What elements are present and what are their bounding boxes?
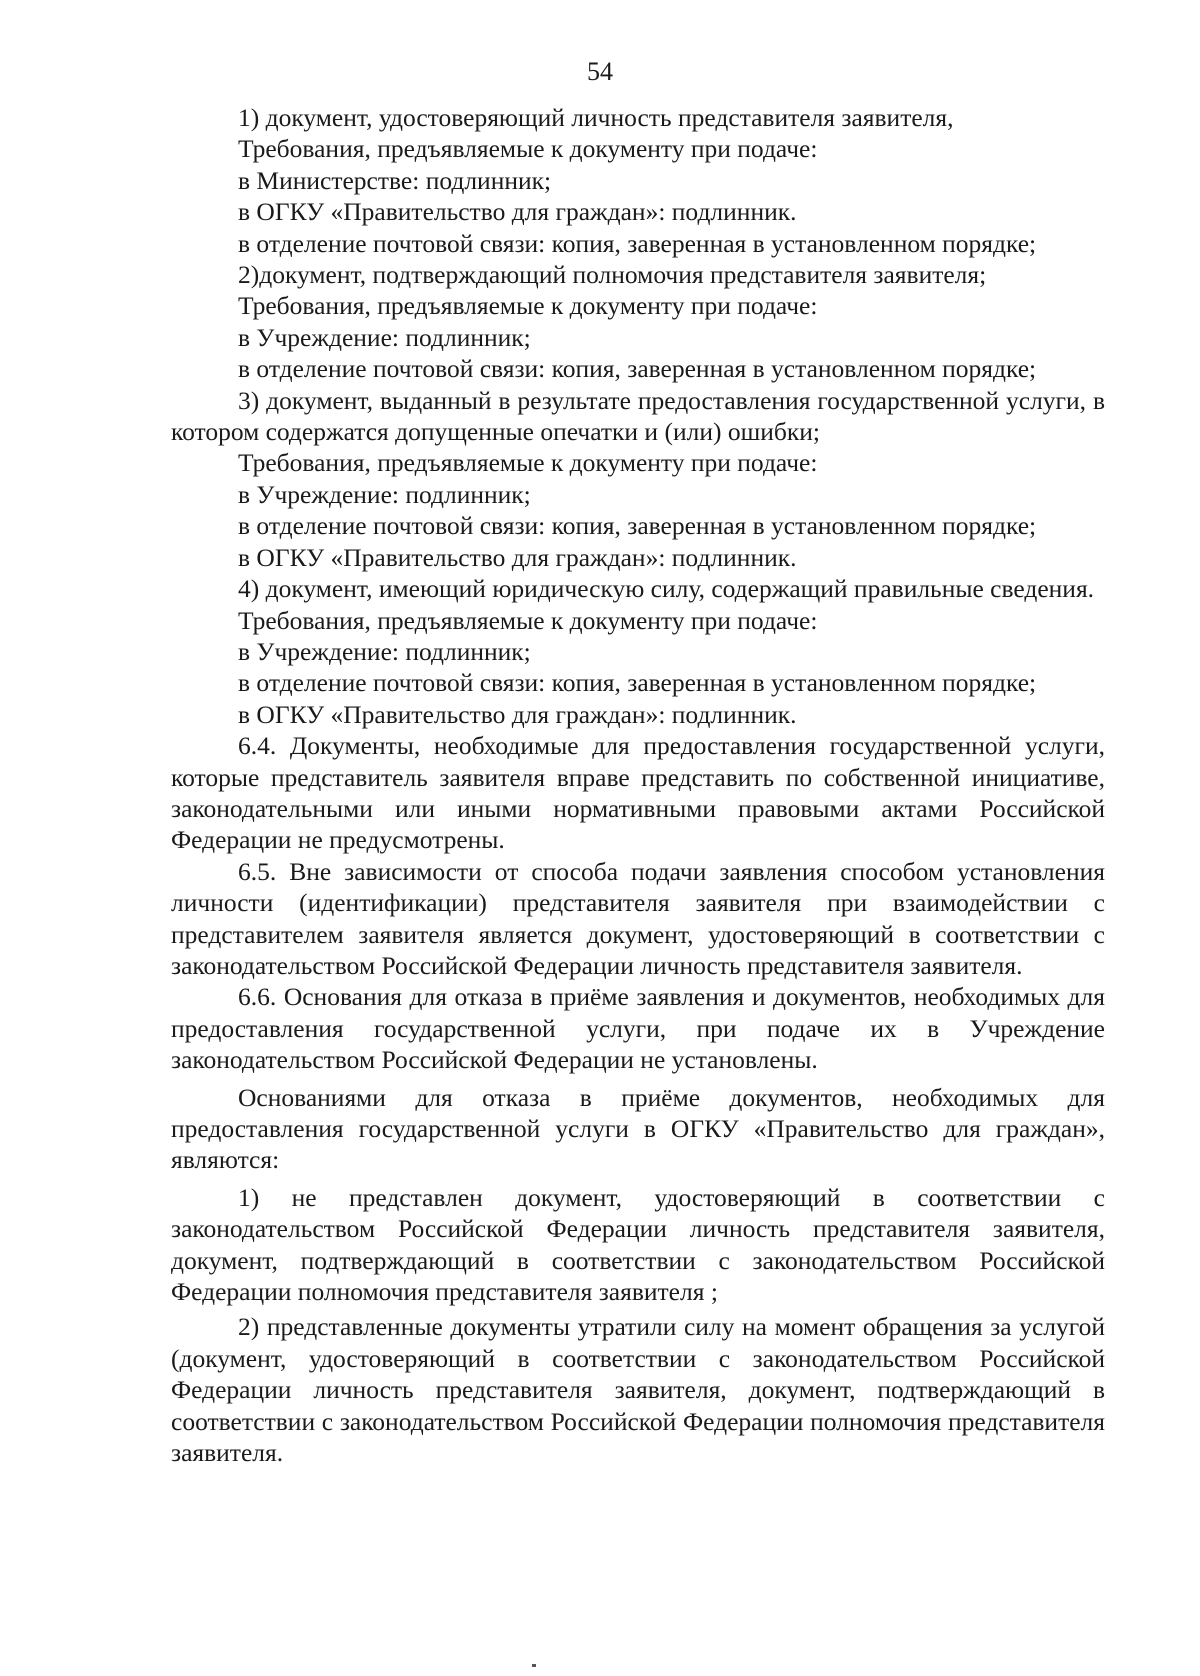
paragraph: 6.5. Вне зависимости от способа подачи заявления способом установления личности (идентификации) представителя заявителя при взаимодействии с представителем заявителя является документ, удостоверяющий в соответствии с законодательством Российской Федерации личность представителя заявителя. [171, 856, 1105, 980]
paragraph: в ОГКУ «Правительство для граждан»: подлинник. [238, 542, 797, 572]
paragraph: в ОГКУ «Правительство для граждан»: подлинник. [238, 197, 797, 227]
paragraph: 3) документ, выданный в результате предоставления государственной услуги, в котором содержатся допущенные опечатки и (или) ошибки; [171, 385, 1105, 447]
paragraph: 4) документ, имеющий юридическую силу, содержащий правильные сведения. [238, 574, 1095, 604]
paragraph: в Учреждение: подлинник; [238, 479, 531, 509]
paragraph: в Учреждение: подлинник; [238, 322, 531, 352]
paragraph: в отделение почтовой связи: копия, заверенная в установленном порядке; [238, 511, 1037, 541]
paragraph: 6.4. Документы, необходимые для предоставления государственной услуги, которые представитель заявителя вправе представить по собственной инициативе, законодательными или иными нормативными правовыми актами Российской Федерации не предусмотрены. [171, 731, 1105, 855]
paragraph: в Учреждение: подлинник; [238, 636, 531, 666]
paragraph: 1) документ, удостоверяющий личность представителя заявителя, [238, 103, 954, 132]
paragraph: в отделение почтовой связи: копия, заверенная в установленном порядке; [238, 354, 1037, 384]
paragraph: Основаниями для отказа в приёме документов, необходимых для предоставления государственной услуги в ОГКУ «Правительство для граждан», являются: [171, 1082, 1105, 1175]
paragraph: в отделение почтовой связи: копия, заверенная в установленном порядке; [238, 228, 1037, 258]
paragraph: в Министерстве: подлинник; [238, 165, 552, 195]
paragraph: в отделение почтовой связи: копия, заверенная в установленном порядке; [238, 668, 1037, 698]
paragraph: Требования, предъявляемые к документу при подаче: [238, 448, 818, 478]
paragraph: в ОГКУ «Правительство для граждан»: подлинник. [238, 699, 797, 729]
paragraph: Требования, предъявляемые к документу при подаче: [238, 605, 818, 635]
paragraph: Требования, предъявляемые к документу при подаче: [238, 134, 818, 164]
paragraph: 2)документ, подтверждающий полномочия представителя заявителя; [238, 260, 987, 290]
scan-artifact-mark [532, 1664, 536, 1667]
paragraph: 6.6. Основания для отказа в приёме заявления и документов, необходимых для предоставления государственной услуги, при подаче их в Учреждение законодательством Российской Федерации не установлены. [171, 982, 1105, 1075]
paragraph: 2) представленные документы утратили силу на момент обращения за услугой (документ, удостоверяющий в соответствии с законодательством Российской Федерации личность представителя заявителя, документ, подтверждающий в соответствии с законодательством Российской Федерации полномочия представителя заявителя. [171, 1312, 1105, 1468]
document-body [171, 102, 1105, 1468]
paragraph: 1) не представлен документ, удостоверяющий в соответствии с законодательством Российской Федерации личность представителя заявителя, документ, подтверждающий в соответствии с законодательством Российской Федерации полномочия представителя заявителя ; [171, 1182, 1105, 1307]
page-number: 54 [587, 57, 613, 86]
paragraph: Требования, предъявляемые к документу при подаче: [238, 291, 818, 321]
